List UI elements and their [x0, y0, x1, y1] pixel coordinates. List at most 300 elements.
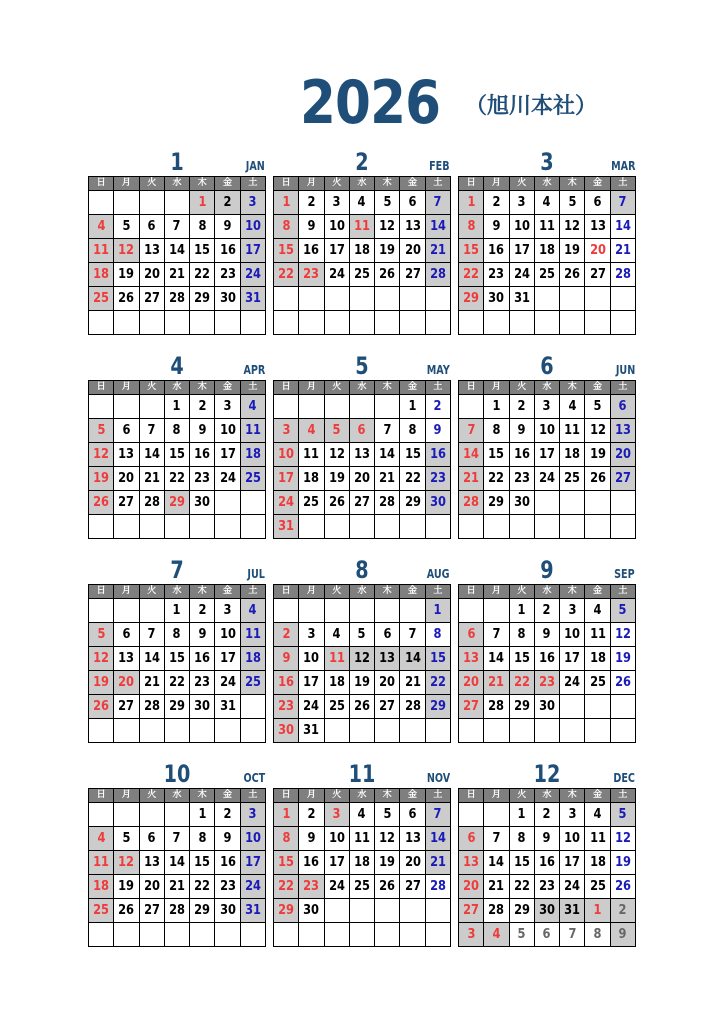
week-row: [459, 515, 636, 539]
day-number: 4: [97, 219, 106, 234]
day-number: 2: [198, 399, 207, 414]
day-number: 13: [589, 219, 606, 234]
month-abbreviation: DEC: [613, 771, 635, 785]
empty-day-cell: [425, 311, 450, 335]
week-row: [459, 827, 636, 851]
empty-day-cell: [349, 923, 374, 947]
day-cell: [375, 191, 400, 215]
day-cell: [89, 695, 114, 719]
day-number: 15: [463, 243, 480, 258]
day-cell: [190, 647, 215, 671]
day-number: 2: [542, 603, 551, 618]
weekday-label: 月: [114, 585, 139, 599]
day-cell: [215, 827, 240, 851]
day-cell: [324, 467, 349, 491]
month-number: 1: [170, 148, 184, 176]
day-cell: [534, 647, 559, 671]
day-cell: [164, 647, 189, 671]
day-cell: [400, 215, 425, 239]
day-cell: [560, 875, 585, 899]
day-cell: [89, 239, 114, 263]
day-number: 6: [122, 423, 131, 438]
day-number: 14: [429, 831, 446, 846]
day-cell: [459, 899, 484, 923]
empty-day-cell: [610, 695, 635, 719]
empty-day-cell: [585, 695, 610, 719]
day-cell: [139, 419, 164, 443]
empty-day-cell: [560, 491, 585, 515]
day-cell: [425, 671, 450, 695]
day-cell: [585, 395, 610, 419]
weekday-label: 金: [215, 789, 240, 803]
weekday-label: 火: [509, 585, 534, 599]
day-cell: [274, 491, 299, 515]
weekday-label: 日: [274, 381, 299, 395]
day-number: 3: [467, 927, 476, 942]
day-number: 14: [488, 651, 505, 666]
day-cell: [425, 803, 450, 827]
day-cell: [585, 599, 610, 623]
day-cell: [190, 695, 215, 719]
empty-day-cell: [585, 719, 610, 743]
month-number: 6: [540, 352, 554, 380]
empty-day-cell: [274, 599, 299, 623]
day-number: 3: [248, 195, 257, 210]
weekday-label: 水: [349, 177, 374, 191]
week-row: [89, 827, 266, 851]
day-cell: [114, 695, 139, 719]
day-cell: [190, 287, 215, 311]
day-cell: [114, 827, 139, 851]
day-number: 17: [328, 243, 345, 258]
day-number: 4: [248, 603, 257, 618]
day-number: 16: [488, 243, 505, 258]
day-cell: [484, 875, 509, 899]
day-number: 29: [429, 699, 446, 714]
day-number: 7: [492, 627, 501, 642]
day-number: 9: [618, 927, 627, 942]
day-number: 20: [143, 267, 160, 282]
empty-day-cell: [324, 899, 349, 923]
day-cell: [164, 599, 189, 623]
day-cell: [215, 191, 240, 215]
day-number: 16: [303, 855, 320, 870]
day-number: 1: [517, 603, 526, 618]
empty-day-cell: [139, 515, 164, 539]
day-cell: [274, 239, 299, 263]
day-number: 18: [354, 855, 370, 870]
day-cell: [324, 695, 349, 719]
day-cell: [240, 671, 265, 695]
day-number: 18: [354, 243, 370, 258]
day-cell: [484, 239, 509, 263]
day-cell: [400, 491, 425, 515]
day-cell: [274, 851, 299, 875]
day-number: 8: [198, 831, 207, 846]
day-number: 9: [542, 627, 551, 642]
empty-day-cell: [560, 695, 585, 719]
empty-day-cell: [215, 311, 240, 335]
day-cell: [190, 491, 215, 515]
empty-day-cell: [114, 515, 139, 539]
day-cell: [114, 239, 139, 263]
day-cell: [585, 827, 610, 851]
day-cell: [139, 647, 164, 671]
day-number: 8: [282, 219, 291, 234]
empty-day-cell: [484, 599, 509, 623]
day-cell: [375, 239, 400, 263]
day-cell: [164, 899, 189, 923]
day-cell: [534, 875, 559, 899]
day-number: 7: [433, 195, 442, 210]
day-cell: [425, 491, 450, 515]
day-cell: [274, 671, 299, 695]
day-number: 13: [118, 447, 135, 462]
day-number: 4: [357, 195, 366, 210]
day-cell: [114, 419, 139, 443]
day-number: 27: [589, 267, 606, 282]
day-number: 7: [568, 927, 577, 942]
day-number: 10: [328, 219, 345, 234]
day-number: 30: [194, 699, 211, 714]
day-cell: [324, 191, 349, 215]
day-cell: [509, 827, 534, 851]
day-cell: [349, 239, 374, 263]
weekday-label: 水: [534, 381, 559, 395]
day-cell: [164, 419, 189, 443]
day-number: 7: [172, 831, 181, 846]
day-cell: [610, 239, 635, 263]
month-table: [88, 176, 266, 335]
day-number: 3: [332, 195, 341, 210]
day-cell: [509, 899, 534, 923]
day-cell: [534, 467, 559, 491]
day-number: 28: [143, 699, 160, 714]
day-cell: [240, 875, 265, 899]
day-number: 10: [513, 219, 530, 234]
day-cell: [324, 239, 349, 263]
day-number: 30: [219, 903, 236, 918]
day-number: 8: [282, 831, 291, 846]
day-cell: [215, 671, 240, 695]
empty-day-cell: [425, 899, 450, 923]
empty-day-cell: [164, 923, 189, 947]
day-number: 6: [542, 927, 551, 942]
day-number: 24: [328, 879, 345, 894]
day-cell: [484, 623, 509, 647]
day-number: 30: [429, 495, 446, 510]
day-cell: [610, 827, 635, 851]
day-number: 23: [513, 471, 530, 486]
day-cell: [585, 191, 610, 215]
week-row: [274, 311, 451, 335]
day-cell: [190, 239, 215, 263]
day-number: 14: [404, 651, 421, 666]
empty-day-cell: [375, 599, 400, 623]
day-cell: [190, 419, 215, 443]
day-cell: [610, 803, 635, 827]
day-number: 23: [539, 879, 555, 894]
day-cell: [425, 695, 450, 719]
day-number: 6: [357, 423, 366, 438]
empty-day-cell: [324, 515, 349, 539]
day-number: 27: [404, 267, 421, 282]
empty-day-cell: [459, 515, 484, 539]
empty-day-cell: [459, 803, 484, 827]
day-number: 5: [332, 423, 341, 438]
day-number: 26: [614, 675, 631, 690]
day-number: 17: [564, 651, 581, 666]
week-row: [459, 623, 636, 647]
day-number: 14: [379, 447, 396, 462]
day-number: 1: [408, 399, 417, 414]
day-cell: [240, 803, 265, 827]
day-number: 27: [118, 699, 135, 714]
day-cell: [164, 215, 189, 239]
day-number: 29: [169, 699, 185, 714]
month-sep: [458, 556, 636, 743]
empty-day-cell: [164, 803, 189, 827]
day-number: 10: [303, 651, 320, 666]
day-number: 22: [278, 879, 295, 894]
day-number: 25: [354, 267, 370, 282]
day-cell: [560, 395, 585, 419]
empty-day-cell: [114, 395, 139, 419]
weekday-label: 月: [114, 789, 139, 803]
day-number: 19: [354, 675, 370, 690]
empty-day-cell: [89, 803, 114, 827]
day-cell: [215, 239, 240, 263]
empty-day-cell: [164, 719, 189, 743]
day-cell: [299, 899, 324, 923]
day-number: 28: [614, 267, 631, 282]
day-number: 20: [143, 879, 160, 894]
day-number: 18: [93, 267, 110, 282]
day-number: 21: [379, 471, 396, 486]
day-cell: [459, 191, 484, 215]
day-cell: [190, 467, 215, 491]
weekday-label: 日: [459, 789, 484, 803]
weekday-label: 土: [425, 381, 450, 395]
empty-day-cell: [240, 311, 265, 335]
day-cell: [215, 623, 240, 647]
day-number: 3: [248, 807, 257, 822]
empty-day-cell: [349, 287, 374, 311]
month-abbreviation: JUL: [247, 567, 265, 581]
day-number: 21: [488, 879, 505, 894]
day-cell: [534, 215, 559, 239]
day-cell: [585, 647, 610, 671]
weekday-label: 日: [459, 177, 484, 191]
weekday-label: 木: [560, 381, 585, 395]
empty-day-cell: [375, 515, 400, 539]
day-number: 24: [513, 267, 530, 282]
weekday-label: 金: [215, 585, 240, 599]
weekday-label: 土: [425, 789, 450, 803]
day-number: 13: [614, 423, 631, 438]
day-cell: [274, 719, 299, 743]
day-number: 9: [282, 651, 291, 666]
day-number: 30: [488, 291, 505, 306]
day-cell: [560, 239, 585, 263]
day-number: 5: [517, 927, 526, 942]
day-number: 7: [492, 831, 501, 846]
day-cell: [425, 215, 450, 239]
month-number: 2: [355, 148, 369, 176]
day-cell: [349, 875, 374, 899]
month-table: [458, 380, 636, 539]
day-number: 18: [589, 651, 606, 666]
empty-day-cell: [400, 719, 425, 743]
week-row: [89, 599, 266, 623]
empty-day-cell: [375, 719, 400, 743]
empty-day-cell: [240, 695, 265, 719]
day-number: 8: [593, 927, 602, 942]
day-number: 12: [93, 651, 110, 666]
day-number: 31: [278, 519, 295, 534]
empty-day-cell: [324, 719, 349, 743]
week-row: [459, 263, 636, 287]
day-number: 19: [118, 267, 135, 282]
empty-day-cell: [349, 599, 374, 623]
day-number: 2: [307, 807, 316, 822]
day-number: 4: [593, 603, 602, 618]
week-row: [274, 419, 451, 443]
day-number: 17: [219, 447, 236, 462]
day-number: 28: [169, 291, 185, 306]
week-row: [459, 467, 636, 491]
day-cell: [139, 827, 164, 851]
day-number: 14: [488, 855, 505, 870]
day-number: 24: [564, 675, 581, 690]
day-cell: [534, 191, 559, 215]
day-cell: [484, 827, 509, 851]
week-row: [459, 875, 636, 899]
office-name-subtitle: （旭川本社）: [465, 94, 598, 119]
empty-day-cell: [375, 395, 400, 419]
month-abbreviation: JUN: [615, 363, 635, 377]
day-number: 17: [564, 855, 581, 870]
day-cell: [400, 827, 425, 851]
day-number: 30: [219, 291, 236, 306]
day-number: 30: [513, 495, 530, 510]
month-nov: [273, 760, 451, 947]
day-number: 30: [278, 723, 295, 738]
weekday-label: 金: [585, 177, 610, 191]
day-number: 10: [564, 831, 581, 846]
day-cell: [190, 395, 215, 419]
day-number: 31: [513, 291, 530, 306]
day-cell: [274, 827, 299, 851]
day-cell: [324, 623, 349, 647]
week-row: [89, 803, 266, 827]
day-cell: [274, 623, 299, 647]
day-cell: [274, 899, 299, 923]
day-cell: [585, 899, 610, 923]
day-cell: [190, 191, 215, 215]
week-row: [459, 647, 636, 671]
day-number: 23: [539, 675, 555, 690]
day-cell: [114, 287, 139, 311]
day-number: 27: [463, 699, 480, 714]
day-cell: [164, 491, 189, 515]
day-cell: [299, 443, 324, 467]
day-number: 13: [143, 243, 160, 258]
day-number: 30: [539, 699, 555, 714]
weekday-label: 月: [484, 789, 509, 803]
day-cell: [190, 803, 215, 827]
day-cell: [240, 191, 265, 215]
day-cell: [139, 287, 164, 311]
weekday-label: 月: [484, 585, 509, 599]
month-header: [273, 556, 451, 584]
day-number: 16: [429, 447, 446, 462]
day-cell: [425, 419, 450, 443]
day-cell: [534, 263, 559, 287]
empty-day-cell: [349, 395, 374, 419]
month-abbreviation: FEB: [429, 159, 450, 173]
day-number: 1: [172, 399, 181, 414]
day-cell: [425, 875, 450, 899]
day-cell: [164, 287, 189, 311]
day-number: 25: [354, 879, 370, 894]
month-number: 8: [355, 556, 369, 584]
month-header: [273, 352, 451, 380]
empty-day-cell: [114, 599, 139, 623]
month-abbreviation: APR: [243, 363, 265, 377]
empty-day-cell: [164, 311, 189, 335]
day-cell: [375, 467, 400, 491]
day-cell: [425, 467, 450, 491]
weekday-label: 木: [190, 177, 215, 191]
week-row: [274, 623, 451, 647]
day-number: 10: [278, 447, 295, 462]
day-cell: [400, 851, 425, 875]
day-number: 29: [278, 903, 295, 918]
day-cell: [459, 287, 484, 311]
day-number: 19: [564, 243, 581, 258]
day-cell: [459, 239, 484, 263]
week-row: [459, 851, 636, 875]
day-cell: [240, 287, 265, 311]
day-number: 20: [614, 447, 631, 462]
empty-day-cell: [534, 311, 559, 335]
day-cell: [509, 443, 534, 467]
day-number: 28: [463, 495, 480, 510]
week-row: [89, 899, 266, 923]
day-number: 20: [404, 243, 421, 258]
day-cell: [484, 395, 509, 419]
month-table: [458, 788, 636, 947]
day-number: 21: [169, 879, 185, 894]
day-cell: [425, 239, 450, 263]
weekday-label: 木: [190, 789, 215, 803]
day-cell: [114, 671, 139, 695]
weekday-label: 木: [190, 381, 215, 395]
empty-day-cell: [164, 515, 189, 539]
day-cell: [484, 287, 509, 311]
calendar-year-title: 2026: [300, 68, 441, 138]
day-cell: [509, 623, 534, 647]
empty-day-cell: [400, 923, 425, 947]
empty-day-cell: [484, 803, 509, 827]
empty-day-cell: [534, 287, 559, 311]
day-cell: [215, 851, 240, 875]
month-number: 10: [163, 760, 191, 788]
weekday-label: 日: [274, 177, 299, 191]
day-cell: [400, 695, 425, 719]
day-cell: [425, 623, 450, 647]
